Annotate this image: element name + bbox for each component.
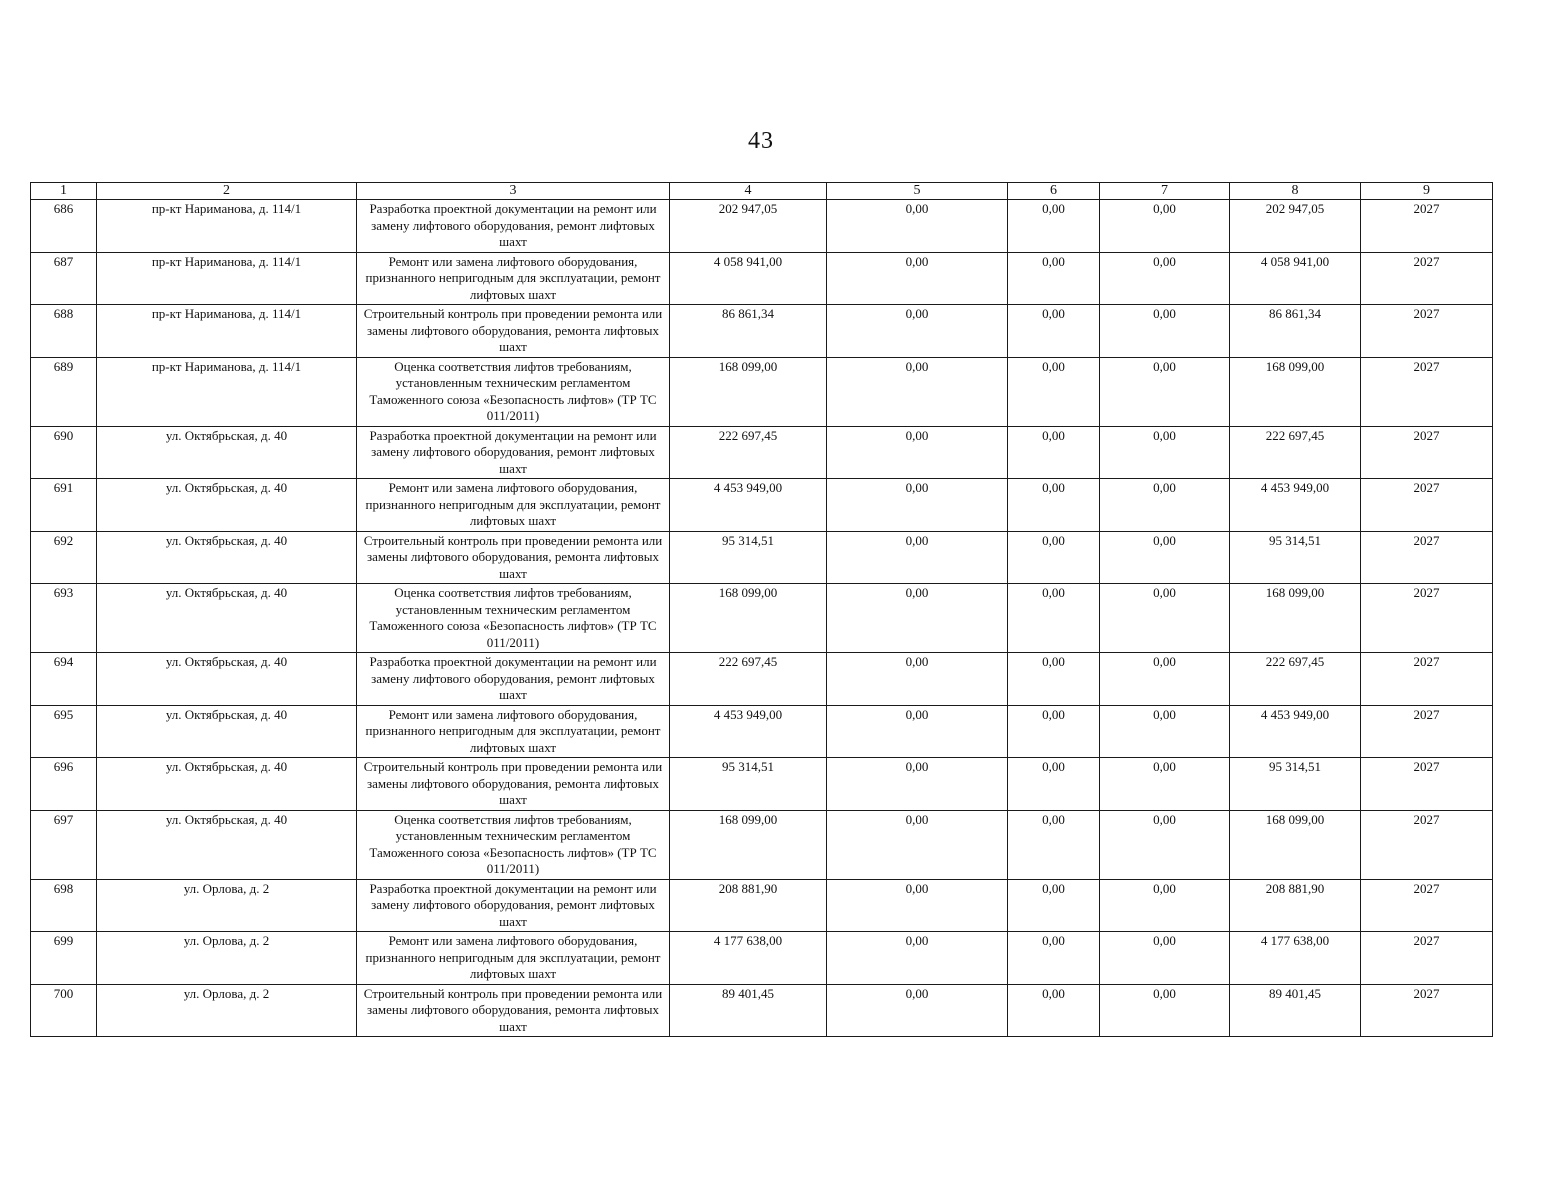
work-type-cell: Строительный контроль при проведении ремонта или замены лифтового оборудования, ремонта лифтовых шахт [357, 984, 670, 1037]
address-cell: ул. Орлова, д. 2 [97, 932, 357, 985]
address-cell: пр-кт Нариманова, д. 114/1 [97, 357, 357, 426]
address-cell: пр-кт Нариманова, д. 114/1 [97, 200, 357, 253]
cost-total-cell: 202 947,05 [670, 200, 827, 253]
year-cell: 2027 [1361, 758, 1493, 811]
cost-total-cell: 95 314,51 [670, 531, 827, 584]
column-header: 3 [357, 183, 670, 200]
column-5-cell: 0,00 [827, 426, 1008, 479]
row-number-cell: 692 [31, 531, 97, 584]
table-row [31, 305, 1493, 358]
work-type-cell: Ремонт или замена лифтового оборудования, признанного непригодным для эксплуатации, ремонт лифтовых шахт [357, 705, 670, 758]
column-6-cell: 0,00 [1008, 200, 1100, 253]
column-5-cell: 0,00 [827, 584, 1008, 653]
column-7-cell: 0,00 [1100, 357, 1230, 426]
column-6-cell: 0,00 [1008, 252, 1100, 305]
column-5-cell: 0,00 [827, 705, 1008, 758]
row-number-cell: 688 [31, 305, 97, 358]
column-header: 4 [670, 183, 827, 200]
column-5-cell: 0,00 [827, 653, 1008, 706]
address-cell: пр-кт Нариманова, д. 114/1 [97, 305, 357, 358]
column-7-cell: 0,00 [1100, 653, 1230, 706]
table-row [31, 810, 1493, 879]
cost-total-cell: 95 314,51 [670, 758, 827, 811]
column-8-cell: 208 881,90 [1230, 879, 1361, 932]
address-cell: ул. Октябрьская, д. 40 [97, 479, 357, 532]
table-row [31, 200, 1493, 253]
column-7-cell: 0,00 [1100, 252, 1230, 305]
column-7-cell: 0,00 [1100, 932, 1230, 985]
column-8-cell: 4 058 941,00 [1230, 252, 1361, 305]
column-6-cell: 0,00 [1008, 357, 1100, 426]
column-header: 8 [1230, 183, 1361, 200]
row-number-cell: 690 [31, 426, 97, 479]
column-5-cell: 0,00 [827, 984, 1008, 1037]
column-8-cell: 168 099,00 [1230, 584, 1361, 653]
row-number-cell: 695 [31, 705, 97, 758]
column-8-cell: 168 099,00 [1230, 810, 1361, 879]
column-header: 1 [31, 183, 97, 200]
table-row [31, 932, 1493, 985]
work-type-cell: Разработка проектной документации на ремонт или замену лифтового оборудования, ремонт лифтовых шахт [357, 653, 670, 706]
table-row [31, 531, 1493, 584]
table-body [31, 200, 1493, 1037]
table-row [31, 984, 1493, 1037]
address-cell: ул. Октябрьская, д. 40 [97, 531, 357, 584]
column-5-cell: 0,00 [827, 810, 1008, 879]
year-cell: 2027 [1361, 810, 1493, 879]
row-number-cell: 687 [31, 252, 97, 305]
column-5-cell: 0,00 [827, 758, 1008, 811]
work-type-cell: Ремонт или замена лифтового оборудования, признанного непригодным для эксплуатации, ремонт лифтовых шахт [357, 252, 670, 305]
column-header: 2 [97, 183, 357, 200]
column-5-cell: 0,00 [827, 531, 1008, 584]
column-5-cell: 0,00 [827, 305, 1008, 358]
column-7-cell: 0,00 [1100, 810, 1230, 879]
table-row [31, 653, 1493, 706]
year-cell: 2027 [1361, 531, 1493, 584]
year-cell: 2027 [1361, 879, 1493, 932]
year-cell: 2027 [1361, 479, 1493, 532]
column-5-cell: 0,00 [827, 357, 1008, 426]
work-type-cell: Разработка проектной документации на ремонт или замену лифтового оборудования, ремонт лифтовых шахт [357, 426, 670, 479]
column-8-cell: 95 314,51 [1230, 531, 1361, 584]
column-7-cell: 0,00 [1100, 426, 1230, 479]
address-cell: пр-кт Нариманова, д. 114/1 [97, 252, 357, 305]
work-type-cell: Ремонт или замена лифтового оборудования, признанного непригодным для эксплуатации, ремонт лифтовых шахт [357, 479, 670, 532]
column-5-cell: 0,00 [827, 479, 1008, 532]
address-cell: ул. Орлова, д. 2 [97, 984, 357, 1037]
cost-total-cell: 4 453 949,00 [670, 705, 827, 758]
year-cell: 2027 [1361, 584, 1493, 653]
column-6-cell: 0,00 [1008, 426, 1100, 479]
row-number-cell: 694 [31, 653, 97, 706]
cost-total-cell: 4 058 941,00 [670, 252, 827, 305]
year-cell: 2027 [1361, 252, 1493, 305]
column-6-cell: 0,00 [1008, 932, 1100, 985]
row-number-cell: 686 [31, 200, 97, 253]
year-cell: 2027 [1361, 357, 1493, 426]
column-8-cell: 168 099,00 [1230, 357, 1361, 426]
register-table [30, 182, 1493, 1037]
column-7-cell: 0,00 [1100, 879, 1230, 932]
column-header: 9 [1361, 183, 1493, 200]
column-6-cell: 0,00 [1008, 584, 1100, 653]
address-cell: ул. Октябрьская, д. 40 [97, 426, 357, 479]
column-5-cell: 0,00 [827, 879, 1008, 932]
column-6-cell: 0,00 [1008, 653, 1100, 706]
row-number-cell: 698 [31, 879, 97, 932]
work-type-cell: Оценка соответствия лифтов требованиям, установленным техническим регламентом Таможенного союза «Безопасность лифтов» (ТР ТС 011/2011) [357, 357, 670, 426]
year-cell: 2027 [1361, 705, 1493, 758]
column-5-cell: 0,00 [827, 200, 1008, 253]
column-6-cell: 0,00 [1008, 758, 1100, 811]
table-row [31, 426, 1493, 479]
table-row [31, 252, 1493, 305]
column-5-cell: 0,00 [827, 932, 1008, 985]
work-type-cell: Строительный контроль при проведении ремонта или замены лифтового оборудования, ремонта лифтовых шахт [357, 758, 670, 811]
cost-total-cell: 89 401,45 [670, 984, 827, 1037]
column-6-cell: 0,00 [1008, 879, 1100, 932]
column-8-cell: 4 177 638,00 [1230, 932, 1361, 985]
work-type-cell: Оценка соответствия лифтов требованиям, установленным техническим регламентом Таможенного союза «Безопасность лифтов» (ТР ТС 011/2011) [357, 584, 670, 653]
column-7-cell: 0,00 [1100, 200, 1230, 253]
column-header: 7 [1100, 183, 1230, 200]
column-6-cell: 0,00 [1008, 305, 1100, 358]
column-8-cell: 95 314,51 [1230, 758, 1361, 811]
column-5-cell: 0,00 [827, 252, 1008, 305]
cost-total-cell: 168 099,00 [670, 584, 827, 653]
column-8-cell: 89 401,45 [1230, 984, 1361, 1037]
column-6-cell: 0,00 [1008, 705, 1100, 758]
column-8-cell: 222 697,45 [1230, 653, 1361, 706]
row-number-cell: 699 [31, 932, 97, 985]
year-cell: 2027 [1361, 426, 1493, 479]
address-cell: ул. Октябрьская, д. 40 [97, 653, 357, 706]
cost-total-cell: 168 099,00 [670, 810, 827, 879]
column-6-cell: 0,00 [1008, 810, 1100, 879]
year-cell: 2027 [1361, 932, 1493, 985]
table-row [31, 357, 1493, 426]
column-7-cell: 0,00 [1100, 479, 1230, 532]
column-number-row [31, 183, 1493, 200]
row-number-cell: 700 [31, 984, 97, 1037]
table-row [31, 705, 1493, 758]
work-type-cell: Ремонт или замена лифтового оборудования, признанного непригодным для эксплуатации, ремонт лифтовых шахт [357, 932, 670, 985]
table-row [31, 879, 1493, 932]
cost-total-cell: 4 177 638,00 [670, 932, 827, 985]
page-number: 43 [748, 128, 774, 154]
column-7-cell: 0,00 [1100, 758, 1230, 811]
work-type-cell: Разработка проектной документации на ремонт или замену лифтового оборудования, ремонт лифтовых шахт [357, 879, 670, 932]
column-7-cell: 0,00 [1100, 531, 1230, 584]
row-number-cell: 696 [31, 758, 97, 811]
cost-total-cell: 86 861,34 [670, 305, 827, 358]
table-row [31, 758, 1493, 811]
column-8-cell: 222 697,45 [1230, 426, 1361, 479]
address-cell: ул. Октябрьская, д. 40 [97, 584, 357, 653]
work-type-cell: Строительный контроль при проведении ремонта или замены лифтового оборудования, ремонта лифтовых шахт [357, 305, 670, 358]
cost-total-cell: 208 881,90 [670, 879, 827, 932]
row-number-cell: 691 [31, 479, 97, 532]
address-cell: ул. Орлова, д. 2 [97, 879, 357, 932]
column-7-cell: 0,00 [1100, 584, 1230, 653]
column-6-cell: 0,00 [1008, 984, 1100, 1037]
column-6-cell: 0,00 [1008, 479, 1100, 532]
row-number-cell: 689 [31, 357, 97, 426]
address-cell: ул. Октябрьская, д. 40 [97, 705, 357, 758]
address-cell: ул. Октябрьская, д. 40 [97, 758, 357, 811]
column-8-cell: 86 861,34 [1230, 305, 1361, 358]
work-type-cell: Строительный контроль при проведении ремонта или замены лифтового оборудования, ремонта лифтовых шахт [357, 531, 670, 584]
column-8-cell: 4 453 949,00 [1230, 705, 1361, 758]
table-row [31, 584, 1493, 653]
column-7-cell: 0,00 [1100, 984, 1230, 1037]
table-row [31, 479, 1493, 532]
column-6-cell: 0,00 [1008, 531, 1100, 584]
column-header: 5 [827, 183, 1008, 200]
cost-total-cell: 4 453 949,00 [670, 479, 827, 532]
year-cell: 2027 [1361, 305, 1493, 358]
work-type-cell: Оценка соответствия лифтов требованиям, установленным техническим регламентом Таможенного союза «Безопасность лифтов» (ТР ТС 011/2011) [357, 810, 670, 879]
year-cell: 2027 [1361, 200, 1493, 253]
address-cell: ул. Октябрьская, д. 40 [97, 810, 357, 879]
row-number-cell: 697 [31, 810, 97, 879]
column-8-cell: 202 947,05 [1230, 200, 1361, 253]
cost-total-cell: 222 697,45 [670, 653, 827, 706]
column-header: 6 [1008, 183, 1100, 200]
work-type-cell: Разработка проектной документации на ремонт или замену лифтового оборудования, ремонт лифтовых шахт [357, 200, 670, 253]
column-7-cell: 0,00 [1100, 705, 1230, 758]
cost-total-cell: 168 099,00 [670, 357, 827, 426]
year-cell: 2027 [1361, 653, 1493, 706]
cost-total-cell: 222 697,45 [670, 426, 827, 479]
row-number-cell: 693 [31, 584, 97, 653]
column-7-cell: 0,00 [1100, 305, 1230, 358]
column-8-cell: 4 453 949,00 [1230, 479, 1361, 532]
year-cell: 2027 [1361, 984, 1493, 1037]
